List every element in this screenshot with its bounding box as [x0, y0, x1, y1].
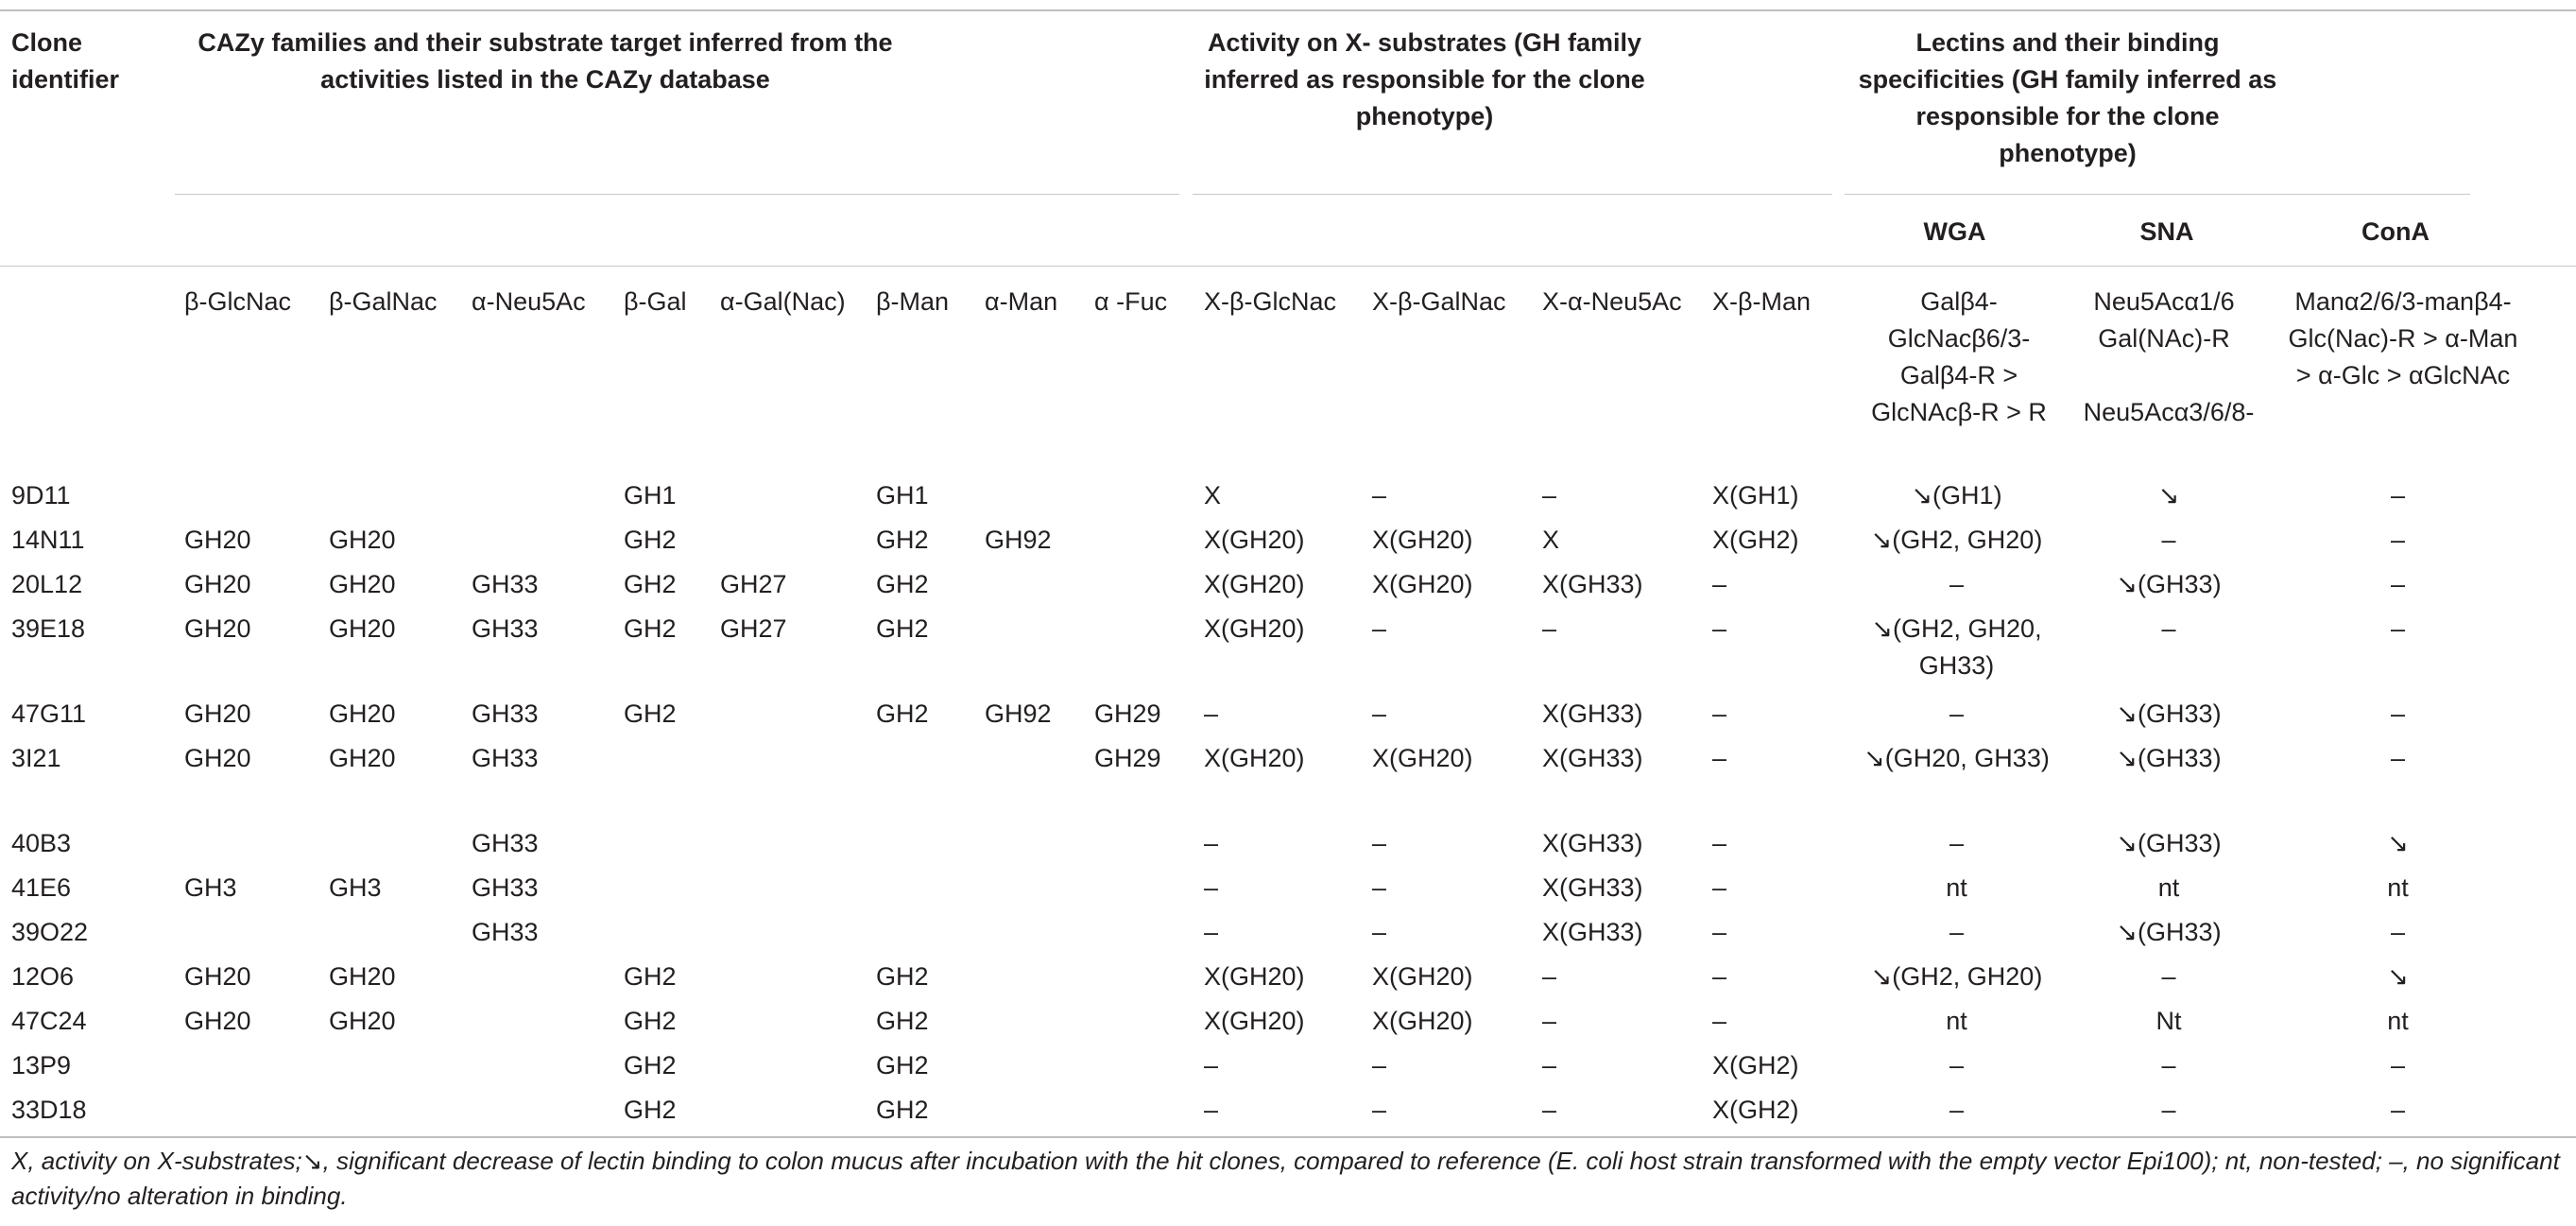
cazy-cell: GH2: [876, 1007, 929, 1035]
cazy-cell: GH33: [472, 918, 539, 946]
cazy-cell: GH20: [184, 962, 251, 991]
activity-cell: –: [1712, 699, 1727, 728]
cona-cell: –: [2390, 614, 2406, 643]
cona-cell: nt: [2387, 873, 2409, 902]
activity-cell: X(GH2): [1712, 526, 1799, 554]
clone-id: 13P9: [11, 1051, 72, 1079]
lectin-header-cona: ConA: [2361, 217, 2430, 246]
subheader-cazy-b-gal: β-Gal: [624, 287, 687, 316]
sna-cell: ↘(GH33): [2116, 699, 2222, 728]
wga-cell: ↘(GH2, GH20, GH33): [1871, 614, 2042, 680]
cazy-cell: GH2: [624, 526, 677, 554]
activity-cell: –: [1372, 699, 1387, 728]
activity-cell: X(GH33): [1542, 873, 1643, 902]
cazy-cell: GH20: [329, 699, 396, 728]
cazy-cell: GH2: [624, 1007, 677, 1035]
cona-cell: –: [2390, 1051, 2406, 1079]
activity-cell: X(GH20): [1372, 570, 1473, 598]
activity-cell: –: [1204, 699, 1219, 728]
clone-id: 12O6: [11, 962, 75, 991]
lectin-header-wga: WGA: [1923, 217, 1986, 246]
cazy-cell: GH92: [985, 699, 1052, 728]
table-footnote: X, activity on X-substrates;↘, significant decrease of lectin binding to colon mucus after incubation with the hit clones, compared to reference (E. coli host strain transformed with the empty vector Epi100); nt, non-tested; –, no significant activity/no alteration in binding.: [11, 1147, 2560, 1210]
activity-cell: X(GH33): [1542, 744, 1643, 772]
cazy-cell: GH20: [184, 526, 251, 554]
activity-cell: X(GH33): [1542, 829, 1643, 857]
cona-cell: –: [2390, 918, 2406, 946]
subheader-cazy-b-glcnac: β-GlcNac: [184, 287, 292, 316]
cazy-group-rule: [175, 194, 1179, 195]
activity-cell: X(GH33): [1542, 918, 1643, 946]
wga-cell: –: [1949, 1096, 1965, 1124]
cazy-cell: GH29: [1094, 744, 1161, 772]
sna-cell: ↘(GH33): [2116, 918, 2222, 946]
cazy-cell: GH2: [624, 1051, 677, 1079]
activity-cell: X(GH20): [1204, 570, 1305, 598]
cazy-cell: GH3: [329, 873, 382, 902]
subheader-cazy-b-galnac: β-GalNac: [329, 287, 438, 316]
activity-cell: –: [1372, 481, 1387, 509]
wga-cell: ↘(GH20, GH33): [1863, 744, 2050, 772]
cazy-cell: GH33: [472, 570, 539, 598]
cazy-cell: GH2: [876, 1051, 929, 1079]
activity-cell: –: [1712, 614, 1727, 643]
clone-id: 39O22: [11, 918, 89, 946]
activity-cell: X(GH33): [1542, 570, 1643, 598]
sna-cell: ↘(GH33): [2116, 570, 2222, 598]
wga-cell: ↘(GH2, GH20): [1870, 962, 2043, 991]
cazy-cell: GH20: [184, 744, 251, 772]
clone-id: 40B3: [11, 829, 72, 857]
wga-cell: ↘(GH2, GH20): [1870, 526, 2043, 554]
activity-cell: X(GH20): [1372, 1007, 1473, 1035]
wga-cell: –: [1949, 1051, 1965, 1079]
cazy-cell: GH27: [720, 614, 787, 643]
cazy-cell: GH2: [876, 962, 929, 991]
cazy-cell: GH2: [876, 526, 929, 554]
activity-cell: X(GH1): [1712, 481, 1799, 509]
cazy-cell: GH2: [624, 570, 677, 598]
activity-cell: –: [1204, 918, 1219, 946]
sna-cell: ↘: [2157, 481, 2180, 509]
cazy-cell: GH20: [184, 699, 251, 728]
activity-cell: –: [1542, 1051, 1557, 1079]
cazy-cell: GH20: [184, 1007, 251, 1035]
cazy-group-header: CAZy families and their substrate target inferred from the activities listed in the CAZy database: [197, 28, 893, 94]
cona-cell: –: [2390, 699, 2406, 728]
cona-cell: –: [2390, 481, 2406, 509]
activity-cell: X(GH2): [1712, 1096, 1799, 1124]
activity-cell: –: [1372, 873, 1387, 902]
activity-cell: X: [1204, 481, 1222, 509]
top-rule: [0, 9, 2576, 11]
activity-cell: –: [1372, 614, 1387, 643]
lectin-header-sna: SNA: [2139, 217, 2194, 246]
activity-cell: –: [1542, 1096, 1557, 1124]
activity-cell: –: [1372, 829, 1387, 857]
cazy-cell: GH1: [876, 481, 929, 509]
cazy-cell: GH1: [624, 481, 677, 509]
sna-cell: ↘(GH33): [2116, 744, 2222, 772]
activity-cell: –: [1542, 614, 1557, 643]
activity-cell: –: [1372, 1096, 1387, 1124]
activity-cell: X(GH20): [1372, 526, 1473, 554]
clone-id: 41E6: [11, 873, 72, 902]
sna-specificity-1: Neu5Acα1/6 Gal(NAc)-R: [2093, 287, 2235, 353]
activity-cell: –: [1372, 1051, 1387, 1079]
activity-cell: –: [1204, 873, 1219, 902]
cazy-cell: GH20: [329, 962, 396, 991]
cazy-cell: GH2: [876, 699, 929, 728]
clone-id: 20L12: [11, 570, 83, 598]
clone-id: 3I21: [11, 744, 61, 772]
clone-id: 33D18: [11, 1096, 87, 1124]
cona-specificity: Manα2/6/3-manβ4-Glc(Nac)-R > α-Man > α-Glc > αGlcNAc: [2288, 287, 2518, 389]
lectin-group-header: Lectins and their binding specificities (GH family inferred as responsible for the clone phenotype): [1858, 28, 2277, 167]
cazy-cell: GH20: [329, 570, 396, 598]
clone-id: 39E18: [11, 614, 86, 643]
subheader-cazy-a-fuc: α -Fuc: [1094, 287, 1168, 316]
cazy-cell: GH2: [624, 614, 677, 643]
activity-cell: X(GH20): [1204, 962, 1305, 991]
cazy-cell: GH2: [624, 699, 677, 728]
activity-cell: –: [1542, 1007, 1557, 1035]
cazy-cell: GH20: [329, 614, 396, 643]
activity-group-rule: [1193, 194, 1832, 195]
cona-cell: ↘: [2387, 829, 2409, 857]
sna-cell: ↘(GH33): [2116, 829, 2222, 857]
activity-cell: X(GH20): [1372, 744, 1473, 772]
activity-cell: –: [1712, 1007, 1727, 1035]
activity-cell: X(GH2): [1712, 1051, 1799, 1079]
cazy-cell: GH29: [1094, 699, 1161, 728]
wga-cell: –: [1949, 699, 1965, 728]
wga-cell: nt: [1946, 873, 1967, 902]
cona-cell: –: [2390, 526, 2406, 554]
cazy-cell: GH2: [624, 1096, 677, 1124]
activity-cell: –: [1542, 481, 1557, 509]
activity-cell: –: [1712, 918, 1727, 946]
subheader-activity-x-a-neu5ac: X-α-Neu5Ac: [1542, 287, 1682, 316]
subheader-cazy-a-man: α-Man: [985, 287, 1058, 316]
activity-cell: –: [1712, 829, 1727, 857]
sna-cell: –: [2161, 526, 2176, 554]
clone-id: 47C24: [11, 1007, 87, 1035]
cazy-cell: GH33: [472, 614, 539, 643]
activity-cell: –: [1204, 829, 1219, 857]
cazy-cell: GH20: [329, 526, 396, 554]
clone-identifier-header: Clone identifier: [11, 28, 120, 94]
cazy-cell: GH20: [184, 614, 251, 643]
cazy-cell: GH2: [876, 614, 929, 643]
header-bottom-rule: [0, 266, 2576, 267]
activity-cell: –: [1712, 962, 1727, 991]
cazy-cell: GH20: [184, 570, 251, 598]
wga-cell: –: [1949, 829, 1965, 857]
cona-cell: –: [2390, 570, 2406, 598]
activity-cell: X(GH20): [1204, 614, 1305, 643]
sna-cell: nt: [2157, 873, 2180, 902]
cazy-cell: GH2: [876, 1096, 929, 1124]
wga-cell: ↘(GH1): [1911, 481, 2002, 509]
activity-cell: –: [1204, 1096, 1219, 1124]
cazy-cell: GH33: [472, 744, 539, 772]
cona-cell: ↘: [2387, 962, 2409, 991]
activity-cell: –: [1712, 570, 1727, 598]
sna-specificity-2: Neu5Acα3/6/8-: [2083, 398, 2255, 426]
wga-cell: –: [1949, 570, 1965, 598]
cazy-cell: GH33: [472, 873, 539, 902]
activity-cell: X(GH20): [1372, 962, 1473, 991]
sna-cell: –: [2161, 962, 2176, 991]
subheader-cazy-a-neu5ac: α-Neu5Ac: [472, 287, 586, 316]
cona-cell: nt: [2387, 1007, 2409, 1035]
cazy-cell: GH33: [472, 699, 539, 728]
subheader-activity-x-b-glcnac: X-β-GlcNac: [1204, 287, 1337, 316]
activity-cell: –: [1204, 1051, 1219, 1079]
activity-cell: –: [1712, 744, 1727, 772]
cona-cell: –: [2390, 744, 2406, 772]
cazy-cell: GH3: [184, 873, 237, 902]
sna-cell: –: [2161, 1051, 2176, 1079]
cazy-cell: GH33: [472, 829, 539, 857]
activity-cell: –: [1712, 873, 1727, 902]
clone-id: 9D11: [11, 481, 71, 509]
subheader-activity-x-b-man: X-β-Man: [1712, 287, 1812, 316]
sna-cell: Nt: [2155, 1007, 2182, 1035]
lectin-group-rule: [1845, 194, 2470, 195]
activity-cell: X(GH33): [1542, 699, 1643, 728]
activity-cell: X(GH20): [1204, 1007, 1305, 1035]
body-bottom-rule: [0, 1136, 2576, 1138]
subheader-activity-x-b-galnac: X-β-GalNac: [1372, 287, 1506, 316]
wga-cell: –: [1949, 918, 1965, 946]
cazy-cell: GH20: [329, 1007, 396, 1035]
cazy-cell: GH2: [876, 570, 929, 598]
wga-specificity: Galβ4-GlcNacβ6/3-Galβ4-R > GlcNAcβ-R > R: [1871, 287, 2047, 426]
clone-id: 47G11: [11, 699, 87, 728]
activity-cell: X: [1542, 526, 1560, 554]
activity-cell: –: [1372, 918, 1387, 946]
clone-id: 14N11: [11, 526, 85, 554]
cazy-cell: GH27: [720, 570, 787, 598]
cona-cell: –: [2390, 1096, 2406, 1124]
subheader-cazy-a-gal-nac: α-Gal(Nac): [720, 287, 846, 316]
subheader-cazy-b-man: β-Man: [876, 287, 950, 316]
cazy-cell: GH92: [985, 526, 1052, 554]
activity-cell: X(GH20): [1204, 744, 1305, 772]
cazy-cell: GH2: [624, 962, 677, 991]
activity-group-header: Activity on X- substrates (GH family inferred as responsible for the clone phenotype): [1204, 28, 1645, 130]
activity-cell: –: [1542, 962, 1557, 991]
sna-cell: –: [2161, 1096, 2176, 1124]
activity-cell: X(GH20): [1204, 526, 1305, 554]
cazy-cell: GH20: [329, 744, 396, 772]
wga-cell: nt: [1946, 1007, 1967, 1035]
sna-cell: –: [2161, 614, 2176, 643]
